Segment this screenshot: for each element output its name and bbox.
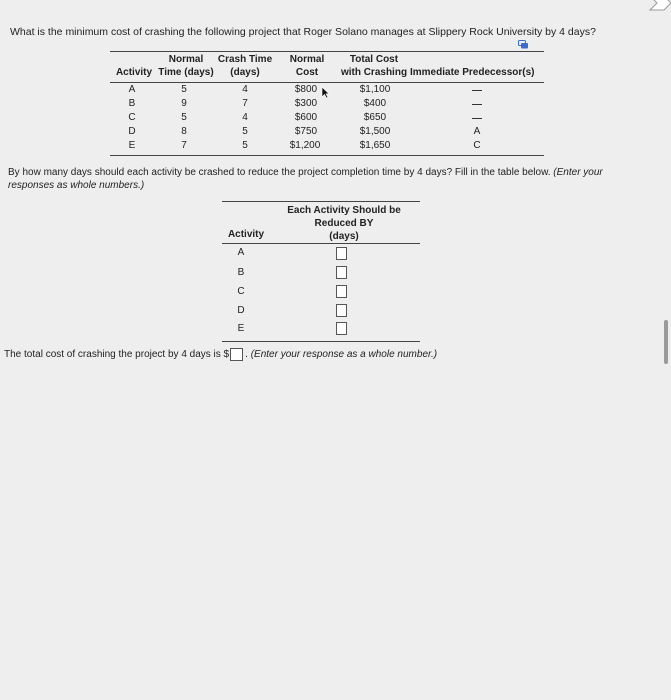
total-cost-input[interactable]	[230, 348, 243, 361]
cell-activity: D	[128, 126, 136, 137]
cell-crash-cost: $1,100	[359, 84, 391, 95]
cell-crash-cost: $1,500	[359, 126, 391, 137]
answer-table-bottom-rule	[222, 341, 420, 342]
answer-input-c[interactable]	[336, 285, 347, 298]
question2-instruction: (Enter your responses as whole numbers.)	[8, 167, 603, 191]
cell-crash-time: 7	[242, 98, 248, 109]
header-crash-time: Crash Time (days)	[217, 54, 273, 78]
total-instruction: (Enter your response as a whole number.)	[250, 349, 438, 361]
cell-normal-cost: $300	[294, 98, 318, 109]
scrollbar-thumb[interactable]	[664, 320, 668, 364]
cell-predecessor: A	[473, 126, 481, 137]
answer-input-e[interactable]	[336, 322, 347, 335]
answer-activity-label: C	[237, 286, 245, 297]
answer-activity-label: E	[237, 323, 245, 334]
answer-input-b[interactable]	[336, 266, 347, 279]
answer-input-d[interactable]	[336, 304, 347, 317]
table-top-rule	[110, 51, 544, 52]
cell-normal-time: 8	[181, 126, 187, 137]
copy-icon[interactable]	[518, 40, 529, 49]
cell-crash-time: 5	[242, 126, 248, 137]
cell-crash-time: 4	[242, 84, 248, 95]
header-activity: Activity	[115, 67, 153, 78]
cell-crash-time: 5	[242, 140, 248, 151]
question2-text: By how many days should each activity be crashed to reduce the project completion time by 4 days? Fill in the table below. (Enter your responses as whole numbers.)	[8, 167, 603, 191]
total-cost-line: The total cost of crashing the project by 4 days is $ . (Enter your response as a whole number.)	[4, 349, 438, 361]
cell-crash-cost: $650	[363, 112, 387, 123]
cell-crash-cost: $1,650	[359, 140, 391, 151]
cell-activity: C	[128, 112, 136, 123]
answer-activity-label: B	[237, 267, 245, 278]
cell-normal-time: 5	[181, 84, 187, 95]
answer-table-top-rule	[222, 201, 420, 202]
mouse-cursor-icon	[321, 86, 330, 99]
answer-header-activity: Activity	[227, 229, 265, 240]
cell-normal-cost: $600	[294, 112, 318, 123]
cell-activity: E	[128, 140, 136, 151]
cell-activity: B	[128, 98, 136, 109]
cell-predecessor: C	[473, 140, 481, 151]
cell-crash-time: 4	[242, 112, 248, 123]
answer-table-header-rule	[222, 243, 420, 244]
header-total-cost: Total Cost with Crashing	[340, 54, 408, 78]
answer-activity-label: D	[237, 305, 245, 316]
table-bottom-rule	[110, 155, 544, 156]
cell-normal-cost: $800	[294, 84, 318, 95]
header-normal-time: Normal Time (days)	[158, 54, 214, 78]
cell-normal-cost: $750	[294, 126, 318, 137]
question-text: What is the minimum cost of crashing the following project that Roger Solano manages at Slippery Rock University by 4 days?	[10, 26, 596, 38]
cell-normal-cost: $1,200	[289, 140, 321, 151]
cell-predecessor-none	[472, 104, 482, 105]
nav-arrow-icon[interactable]	[640, 0, 671, 16]
cell-normal-time: 5	[181, 112, 187, 123]
cell-normal-time: 9	[181, 98, 187, 109]
answer-header-reduced: Each Activity Should be Reduced BY (days)	[287, 205, 401, 242]
cell-crash-cost: $400	[363, 98, 387, 109]
answer-input-a[interactable]	[336, 247, 347, 260]
cell-normal-time: 7	[181, 140, 187, 151]
header-normal-cost: Normal Cost	[289, 54, 325, 78]
table-header-rule	[110, 82, 544, 83]
answer-activity-label: A	[237, 247, 245, 258]
cell-predecessor-none	[472, 90, 482, 91]
header-predecessor: Immediate Predecessor(s)	[410, 67, 535, 78]
cell-predecessor-none	[472, 118, 482, 119]
cell-activity: A	[128, 84, 136, 95]
